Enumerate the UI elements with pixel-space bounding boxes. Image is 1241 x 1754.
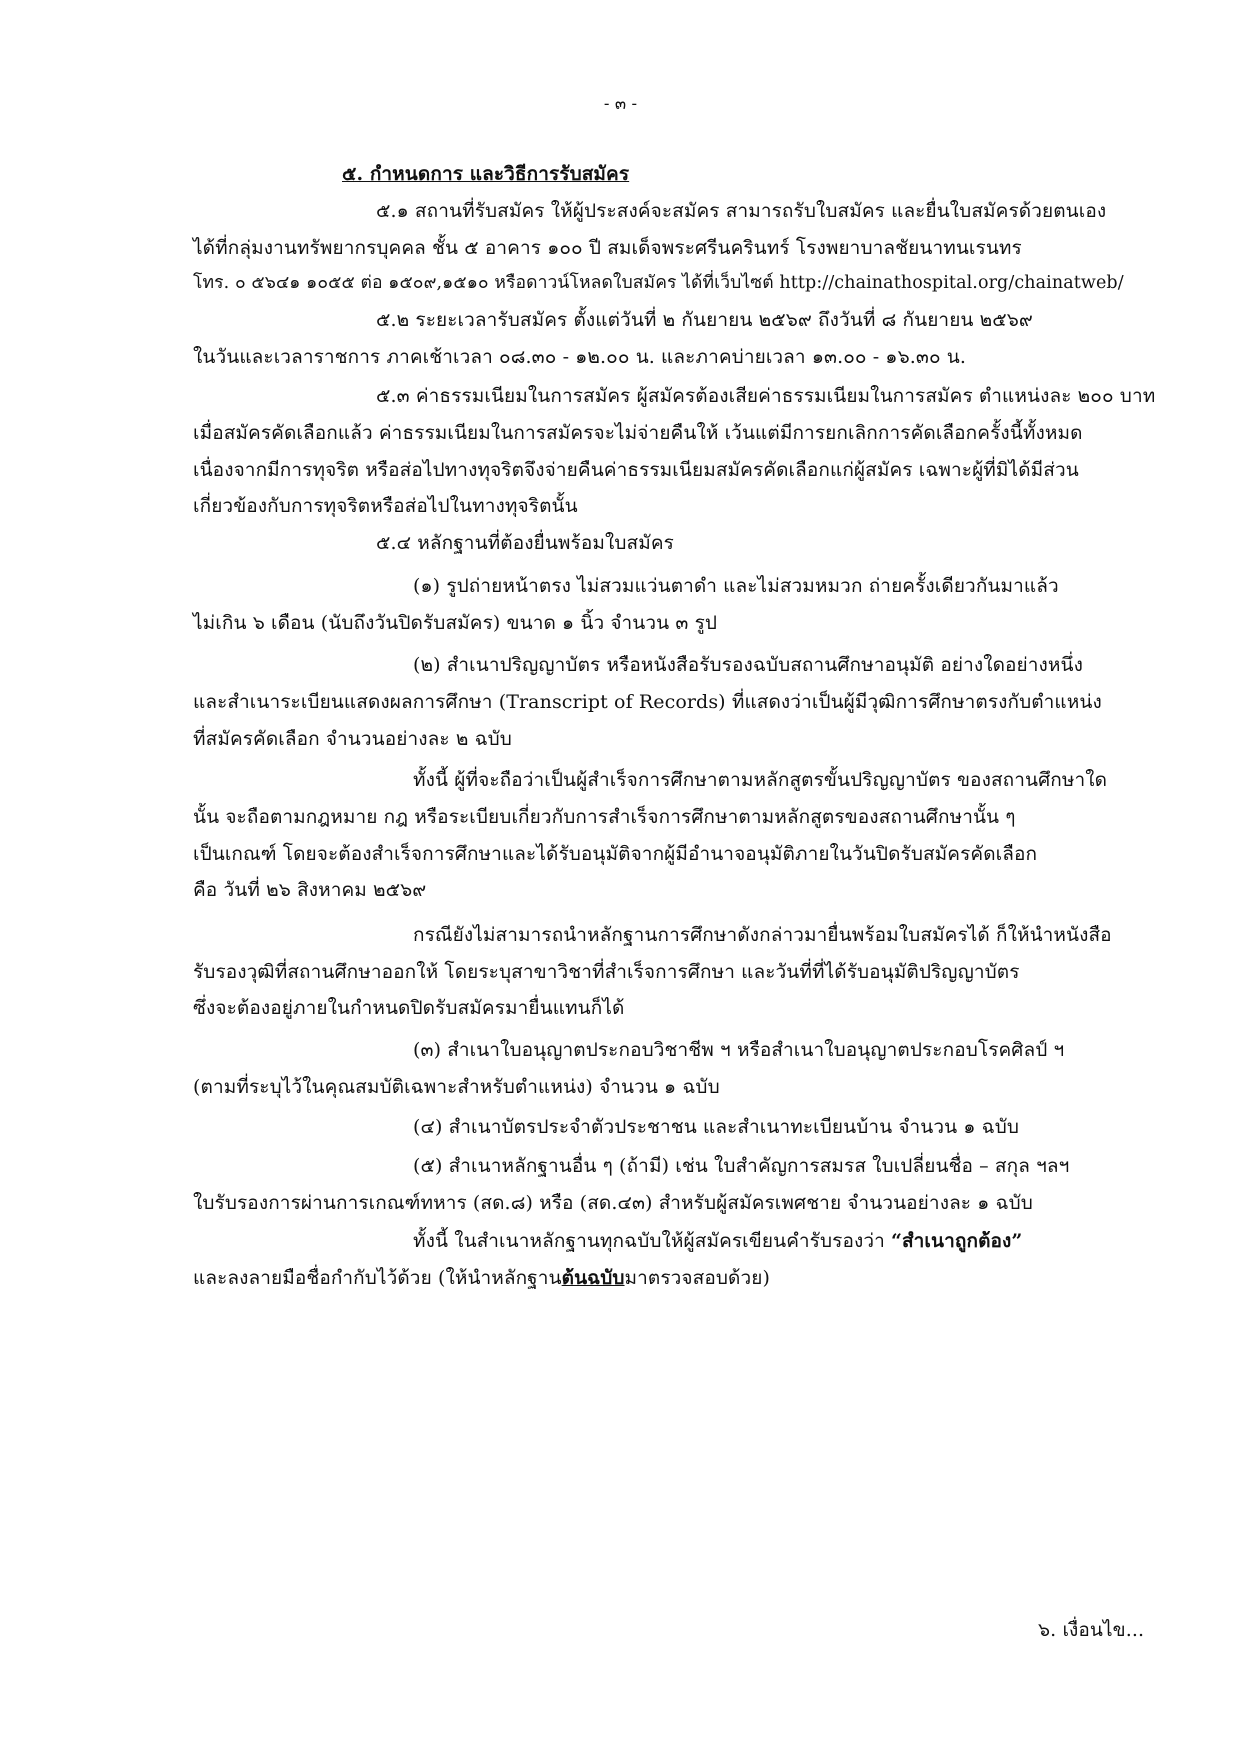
item-4-line-1: (๔) สำเนาบัตรประจำตัวประชาชน และสำเนาทะเบียนบ้าน จำนวน ๑ ฉบับ: [413, 1116, 1020, 1138]
paragraph-5-1-line-2: ได้ที่กลุ่มงานทรัพยากรบุคคล ชั้น ๕ อาคาร ๑๐๐ ปี สมเด็จพระศรีนครินทร์ โรงพยาบาลชัยนาทนเรนทร: [193, 237, 1022, 259]
item-5-line-1: (๕) สำเนาหลักฐานอื่น ๆ (ถ้ามี) เช่น ใบสำคัญการสมรส ใบเปลี่ยนชื่อ – สกุล ฯลฯ: [413, 1155, 1070, 1177]
item-3-line-2: (ตามที่ระบุไว้ในคุณสมบัติเฉพาะสำหรับตำแหน่ง) จำนวน ๑ ฉบับ: [193, 1076, 720, 1098]
item-3-line-1: (๓) สำเนาใบอนุญาตประกอบวิชาชีพ ฯ หรือสำเนาใบอนุญาตประกอบโรคศิลป์ ฯ: [413, 1039, 1065, 1061]
item-5-line-2: ใบรับรองการผ่านการเกณฑ์ทหาร (สด.๘) หรือ (สด.๔๓) สำหรับผู้สมัครเพศชาย จำนวนอย่างละ ๑ ฉบับ: [193, 1192, 1033, 1214]
next-page-continuation: ๖. เงื่อนไข...: [1038, 1619, 1145, 1641]
paragraph-5-3-line-3: เนื่องจากมีการทุจริต หรือส่อไปทางทุจริตจึงจ่ายคืนค่าธรรมเนียมสมัครคัดเลือกแก่ผู้สมัคร เฉพาะผู้ที่มิได้มีส่วน: [193, 459, 1079, 481]
note-3-line-1: [413, 1224, 1022, 1258]
note-3-line-2: [193, 1261, 770, 1295]
paragraph-5-3-line-2: เมื่อสมัครคัดเลือกแล้ว ค่าธรรมเนียมในการสมัครจะไม่จ่ายคืนให้ เว้นแต่มีการยกเลิกการคัดเลือกครั้งนี้ทั้งหมด: [193, 422, 1083, 444]
note-2-line-2: รับรองวุฒิที่สถานศึกษาออกให้ โดยระบุสาขาวิชาที่สำเร็จการศึกษา และวันที่ที่ได้รับอนุมัติปริญญาบัตร: [193, 961, 1020, 983]
paragraph-5-1-line-3: โทร. ๐ ๕๖๔๑ ๑๐๕๕ ต่อ ๑๕๐๙,๑๕๑๐ หรือดาวน์โหลดใบสมัคร ได้ที่เว็บไซต์ http://chainathospital.org/chainatweb/: [193, 273, 1124, 293]
item-1-line-2: ไม่เกิน ๖ เดือน (นับถึงวันปิดรับสมัคร) ขนาด ๑ นิ้ว จำนวน ๓ รูป: [193, 612, 718, 634]
item-2-line-2: และสำเนาระเบียนแสดงผลการศึกษา (Transcript of Records) ที่แสดงว่าเป็นผู้มีวุฒิการศึกษาตรงกับตำแหน่ง: [193, 691, 1102, 713]
paragraph-5-4-title: ๕.๔ หลักฐานที่ต้องยื่นพร้อมใบสมัคร: [376, 532, 674, 554]
item-1-line-1: (๑) รูปถ่ายหน้าตรง ไม่สวมแว่นตาดำ และไม่สวมหมวก ถ่ายครั้งเดียวกันมาแล้ว: [413, 575, 1059, 597]
note-1-line-1: ทั้งนี้ ผู้ที่จะถือว่าเป็นผู้สำเร็จการศึกษาตามหลักสูตรขั้นปริญญาบัตร ของสถานศึกษาใด: [413, 769, 1108, 791]
note-2-line-1: กรณียังไม่สามารถนำหลักฐานการศึกษาดังกล่าวมายื่นพร้อมใบสมัครได้ ก็ให้นำหนังสือ: [413, 924, 1112, 946]
paragraph-5-2-line-2: ในวันและเวลาราชการ ภาคเช้าเวลา ๐๘.๓๐ - ๑๒.๐๐ น. และภาคบ่ายเวลา ๑๓.๐๐ - ๑๖.๓๐ น.: [193, 346, 967, 368]
paragraph-5-3-line-1: ๕.๓ ค่าธรรมเนียมในการสมัคร ผู้สมัครต้องเสียค่าธรรมเนียมในการสมัคร ตำแหน่งละ ๒๐๐ บาท: [376, 385, 1156, 407]
page-number: - ๓ -: [603, 94, 638, 113]
note-3-text-post: มาตรวจสอบด้วย): [624, 1267, 770, 1289]
section-heading: ๕. กำหนดการ และวิธีการรับสมัคร: [342, 163, 630, 185]
note-1-line-3: เป็นเกณฑ์ โดยจะต้องสำเร็จการศึกษาและได้รับอนุมัติจากผู้มีอำนาจอนุมัติภายในวันปิดรับสมัครคัดเลือก: [193, 843, 1038, 865]
item-2-line-3: ที่สมัครคัดเลือก จำนวนอย่างละ ๒ ฉบับ: [193, 728, 512, 750]
note-1-line-4: คือ วันที่ ๒๖ สิงหาคม ๒๕๖๙: [193, 879, 427, 901]
certified-copy-phrase: “สำเนาถูกต้อง”: [891, 1230, 1023, 1252]
note-1-line-2: นั้น จะถือตามกฎหมาย กฎ หรือระเบียบเกี่ยวกับการสำเร็จการศึกษาตามหลักสูตรของสถานศึกษานั้น ๆ: [193, 806, 1016, 828]
note-3-text-pre: และลงลายมือชื่อกำกับไว้ด้วย (ให้นำหลักฐาน: [193, 1267, 562, 1289]
item-2-line-1: (๒) สำเนาปริญญาบัตร หรือหนังสือรับรองฉบับสถานศึกษาอนุมัติ อย่างใดอย่างหนึ่ง: [413, 654, 1084, 676]
paragraph-5-3-line-4: เกี่ยวข้องกับการทุจริตหรือส่อไปในทางทุจริตนั้น: [193, 495, 578, 517]
paragraph-5-2-line-1: ๕.๒ ระยะเวลารับสมัคร ตั้งแต่วันที่ ๒ กันยายน ๒๕๖๙ ถึงวันที่ ๘ กันยายน ๒๕๖๙: [376, 309, 1033, 331]
original-document-phrase: ต้นฉบับ: [561, 1267, 625, 1289]
paragraph-5-1-line-1: ๕.๑ สถานที่รับสมัคร ให้ผู้ประสงค์จะสมัคร สามารถรับใบสมัคร และยื่นใบสมัครด้วยตนเอง: [376, 200, 1107, 222]
note-2-line-3: ซึ่งจะต้องอยู่ภายในกำหนดปิดรับสมัครมายื่นแทนก็ได้: [193, 997, 625, 1019]
note-3-text: ทั้งนี้ ในสำเนาหลักฐานทุกฉบับให้ผู้สมัครเขียนคำรับรองว่า: [413, 1230, 892, 1252]
